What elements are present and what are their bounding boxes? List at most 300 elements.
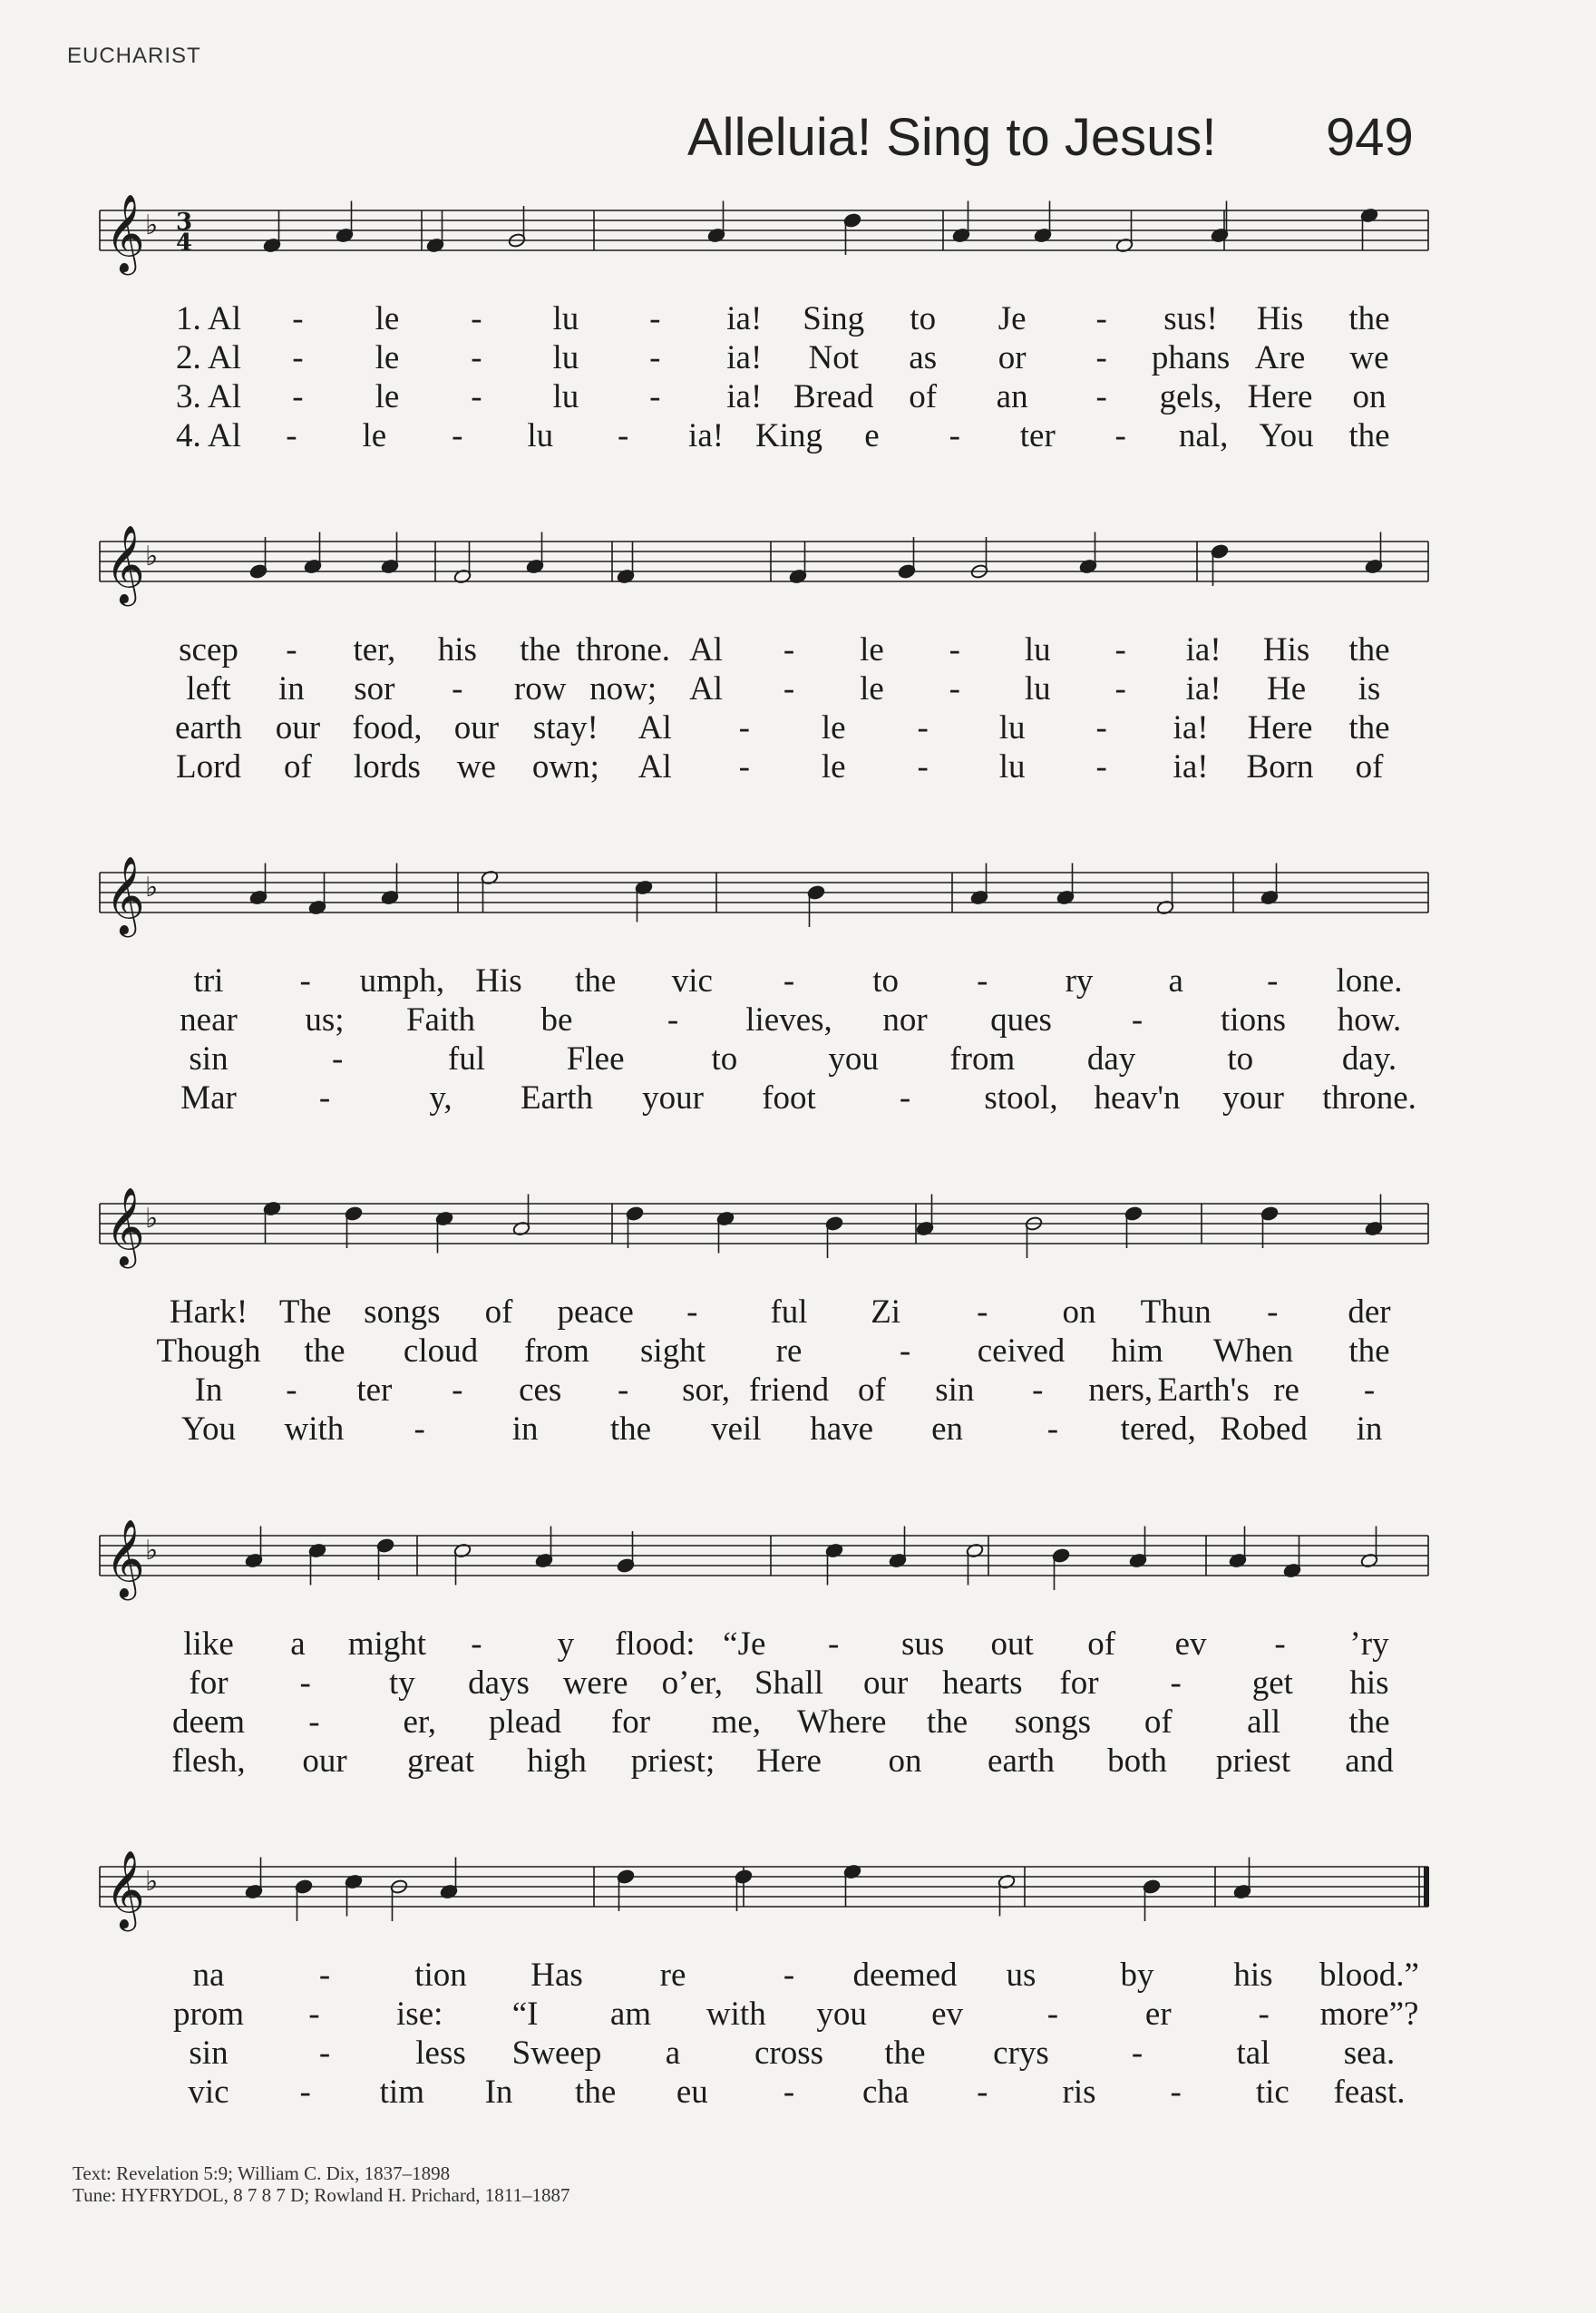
lyric-syllable: o’er,: [661, 1664, 723, 1702]
lyric-syllable: the: [575, 2074, 617, 2111]
lyric-syllable: friend: [748, 1371, 830, 1409]
lyric-syllable: deemed: [852, 1957, 958, 1994]
lyric-syllable: to: [910, 300, 937, 337]
lyric-syllable: sea.: [1343, 2035, 1396, 2072]
lyric-syllable: ’ry: [1349, 1625, 1389, 1663]
lyric-syllable: -: [977, 962, 988, 1000]
lyric-syllable: -: [1114, 417, 1126, 454]
lyric-syllable: lu: [998, 748, 1026, 786]
lyric-syllable: re: [659, 1957, 686, 1994]
lyric-syllable: you: [816, 1996, 867, 2033]
lyric-syllable: lieves,: [745, 1001, 832, 1039]
lyric-syllable: of: [284, 748, 312, 786]
lyric-syllable: umph,: [359, 962, 445, 1000]
lyric-syllable: the: [1348, 417, 1390, 454]
lyric-syllable: near: [180, 1001, 238, 1039]
lyric-line: [0, 2074, 1596, 2111]
flat-key-icon: ♭: [145, 541, 159, 572]
lyric-syllable: or: [998, 339, 1027, 376]
lyric-syllable: “Je: [723, 1625, 766, 1663]
lyric-syllable: -: [977, 2074, 988, 2111]
lyric-syllable: songs: [1014, 1703, 1092, 1741]
lyric-syllable: for: [610, 1703, 651, 1741]
lyric-syllable: le: [860, 670, 884, 708]
treble-clef-icon: 𝄞: [105, 525, 145, 603]
lyric-syllable: the: [1348, 300, 1390, 337]
lyric-syllable: deem: [171, 1703, 246, 1741]
lyric-syllable: lu: [1024, 631, 1051, 669]
lyric-syllable: Mar: [180, 1079, 237, 1117]
lyric-syllable: ful: [770, 1293, 808, 1331]
lyric-syllable: ia!: [1173, 709, 1209, 747]
lyric-syllable: of: [858, 1371, 886, 1409]
lyric-syllable: him: [1111, 1332, 1163, 1370]
lyric-syllable: on: [1352, 378, 1387, 415]
hymn-number: 949: [1326, 108, 1414, 167]
lyric-syllable: throne.: [1322, 1079, 1416, 1117]
flat-key-icon: ♭: [145, 1866, 159, 1898]
lyric-syllable: on: [888, 1742, 922, 1780]
lyric-syllable: ter: [1019, 417, 1056, 454]
lyric-syllable: Al: [637, 709, 672, 747]
lyric-syllable: for: [1059, 1664, 1099, 1702]
lyric-syllable: cross: [754, 2035, 824, 2072]
lyric-syllable: ceived: [977, 1332, 1066, 1370]
lyric-syllable: In: [194, 1371, 223, 1409]
lyric-syllable: ia!: [726, 339, 763, 376]
lyric-syllable: prom: [172, 1996, 245, 2033]
lyric-syllable: ners,: [1088, 1371, 1153, 1409]
lyric-syllable: to: [1227, 1040, 1254, 1078]
lyric-syllable: from: [949, 1040, 1016, 1078]
lyric-syllable: ry: [1065, 962, 1094, 1000]
lyric-syllable: -: [738, 748, 750, 786]
lyric-syllable: eu: [676, 2074, 708, 2111]
lyric-syllable: lu: [552, 339, 579, 376]
lyric-syllable: lu: [998, 709, 1026, 747]
lyric-syllable: -: [299, 962, 311, 1000]
lyric-syllable: high: [527, 1742, 587, 1780]
lyric-syllable: an: [996, 378, 1028, 415]
lyric-syllable: cloud: [403, 1332, 479, 1370]
lyric-syllable: le: [375, 300, 400, 337]
lyric-syllable: 4. Al: [176, 417, 241, 454]
lyric-syllable: Je: [998, 300, 1027, 337]
lyric-syllable: -: [1095, 709, 1107, 747]
lyric-syllable: Thun: [1140, 1293, 1212, 1331]
lyric-syllable: your: [642, 1079, 704, 1117]
lyric-syllable: Faith: [405, 1001, 476, 1039]
lyric-syllable: a: [1168, 962, 1183, 1000]
lyric-syllable: on: [1062, 1293, 1096, 1331]
lyric-syllable: a: [290, 1625, 306, 1663]
lyric-syllable: -: [949, 631, 961, 669]
lyric-syllable: ful: [447, 1040, 485, 1078]
lyric-syllable: all: [1247, 1703, 1281, 1741]
lyric-syllable: day: [1086, 1040, 1136, 1078]
lyric-syllable: -: [1170, 2074, 1182, 2111]
lyric-syllable: -: [1046, 1410, 1059, 1448]
lyric-syllable: -: [299, 1664, 311, 1702]
hymn-title: Alleluia! Sing to Jesus!: [687, 108, 1217, 167]
lyric-syllable: Al: [689, 670, 724, 708]
lyric-syllable: -: [1274, 1625, 1286, 1663]
lyric-syllable: re: [1273, 1371, 1299, 1409]
tune-credit: Tune: HYFRYDOL, 8 7 8 7 D; Rowland H. Prichard, 1811–1887: [73, 2184, 570, 2206]
lyric-syllable: your: [1222, 1079, 1284, 1117]
lyric-syllable: his: [437, 631, 477, 669]
lyric-syllable: lu: [552, 300, 579, 337]
lyric-syllable: our: [275, 709, 321, 747]
lyric-syllable: for: [189, 1664, 229, 1702]
lyric-syllable: in: [511, 1410, 539, 1448]
lyric-syllable: sor: [354, 670, 395, 708]
lyric-syllable: foot: [762, 1079, 816, 1117]
lyric-syllable: sin: [189, 1040, 229, 1078]
lyric-syllable: scep: [179, 631, 238, 669]
lyric-syllable: le: [821, 748, 846, 786]
lyric-syllable: -: [783, 631, 795, 669]
lyric-syllable: er,: [403, 1703, 436, 1741]
lyric-syllable: na: [192, 1957, 225, 1994]
lyric-syllable: is: [1358, 670, 1381, 708]
lyric-syllable: less: [415, 2035, 466, 2072]
lyric-syllable: -: [1095, 339, 1107, 376]
lyric-syllable: -: [286, 631, 297, 669]
lyric-syllable: lu: [527, 417, 554, 454]
lyric-syllable: tion: [414, 1957, 467, 1994]
treble-clef-icon: 𝄞: [105, 194, 145, 272]
lyric-syllable: -: [286, 417, 297, 454]
lyric-syllable: ty: [388, 1664, 415, 1702]
lyric-syllable: ia!: [1173, 748, 1209, 786]
lyric-syllable: sus!: [1163, 300, 1218, 337]
lyric-syllable: the: [304, 1332, 345, 1370]
lyric-syllable: Here: [756, 1742, 822, 1780]
lyric-syllable: -: [949, 417, 961, 454]
lyric-syllable: you: [828, 1040, 879, 1078]
lyric-syllable: tri: [193, 962, 224, 1000]
lyric-syllable: lords: [353, 748, 421, 786]
lyric-syllable: the: [1348, 709, 1390, 747]
lyric-syllable: y: [557, 1625, 575, 1663]
lyric-syllable: stay!: [532, 709, 598, 747]
lyric-syllable: of: [484, 1293, 513, 1331]
lyric-syllable: ia!: [726, 300, 763, 337]
lyric-syllable: stool,: [984, 1079, 1058, 1117]
lyric-syllable: -: [783, 670, 795, 708]
lyric-syllable: from: [524, 1332, 589, 1370]
lyric-syllable: Shall: [754, 1664, 824, 1702]
lyric-syllable: with: [284, 1410, 345, 1448]
lyric-syllable: 3. Al: [176, 378, 241, 415]
lyric-syllable: -: [783, 962, 795, 1000]
flat-key-icon: ♭: [145, 210, 159, 241]
lyric-syllable: a: [665, 2035, 681, 2072]
lyric-syllable: -: [1170, 1664, 1182, 1702]
lyric-syllable: -: [1095, 748, 1107, 786]
lyric-syllable: der: [1348, 1293, 1391, 1331]
lyric-syllable: -: [452, 417, 463, 454]
lyric-syllable: plead: [489, 1703, 562, 1741]
lyric-syllable: tic: [1255, 2074, 1289, 2111]
lyric-syllable: -: [649, 378, 661, 415]
lyric-syllable: the: [1348, 631, 1390, 669]
lyric-syllable: ris: [1062, 2074, 1096, 2111]
lyric-syllable: throne.: [576, 631, 671, 669]
treble-clef-icon: 𝄞: [105, 1850, 145, 1928]
lyric-syllable: lu: [1024, 670, 1051, 708]
lyric-syllable: His: [1256, 300, 1304, 337]
lyric-syllable: -: [899, 1079, 911, 1117]
lyric-syllable: sus: [901, 1625, 945, 1663]
lyric-syllable: le: [821, 709, 846, 747]
lyric-syllable: Al: [637, 748, 672, 786]
lyric-syllable: of: [1355, 748, 1384, 786]
lyric-syllable: tions: [1221, 1001, 1286, 1039]
lyric-syllable: crys: [993, 2035, 1049, 2072]
text-credit: Text: Revelation 5:9; William C. Dix, 1837–1898: [73, 2162, 451, 2184]
lyric-syllable: ter: [356, 1371, 393, 1409]
lyric-syllable: of: [909, 378, 938, 415]
lyric-syllable: get: [1251, 1664, 1293, 1702]
lyric-syllable: feast.: [1333, 2074, 1406, 2111]
lyric-syllable: in: [1356, 1410, 1383, 1448]
lyric-syllable: ise:: [396, 1996, 443, 2033]
credits: [73, 2162, 570, 2206]
lyric-syllable: Lord: [176, 748, 241, 786]
lyric-syllable: -: [318, 2035, 331, 2072]
lyric-syllable: -: [292, 300, 304, 337]
lyric-syllable: to: [711, 1040, 738, 1078]
lyric-syllable: Flee: [566, 1040, 625, 1078]
lyric-syllable: our: [302, 1742, 347, 1780]
lyric-syllable: ces: [519, 1371, 562, 1409]
lyric-syllable: in: [278, 670, 305, 708]
lyric-syllable: food,: [352, 709, 423, 747]
lyric-syllable: ev: [931, 1996, 963, 2033]
lyric-syllable: le: [375, 378, 400, 415]
lyric-syllable: tered,: [1120, 1410, 1196, 1448]
lyric-syllable: the: [520, 631, 561, 669]
lyric-line: [0, 2035, 1596, 2072]
lyric-syllable: we: [456, 748, 496, 786]
flat-key-icon: ♭: [145, 1535, 159, 1566]
lyric-syllable: -: [949, 670, 961, 708]
lyric-syllable: Zi: [871, 1293, 901, 1331]
lyric-syllable: -: [1363, 1371, 1376, 1409]
lyric-syllable: the: [926, 1703, 968, 1741]
lyric-syllable: the: [609, 1410, 652, 1448]
lyric-syllable: -: [828, 1625, 840, 1663]
lyric-syllable: now;: [589, 670, 657, 708]
lyric-syllable: -: [899, 1332, 911, 1370]
lyric-syllable: 1. Al: [176, 300, 241, 337]
lyric-syllable: songs: [364, 1293, 441, 1331]
lyric-syllable: -: [1267, 962, 1279, 1000]
lyric-syllable: -: [1267, 1293, 1279, 1331]
lyric-syllable: phans: [1151, 339, 1231, 376]
lyric-syllable: When: [1212, 1332, 1294, 1370]
lyric-syllable: our: [453, 709, 500, 747]
lyric-syllable: have: [810, 1410, 874, 1448]
lyric-syllable: -: [471, 339, 482, 376]
lyric-syllable: vic: [188, 2074, 229, 2111]
lyric-syllable: -: [292, 378, 304, 415]
lyric-syllable: -: [738, 709, 750, 747]
lyric-syllable: tim: [379, 2074, 424, 2111]
lyric-syllable: hearts: [942, 1664, 1023, 1702]
lyric-syllable: ques: [990, 1001, 1052, 1039]
treble-clef-icon: 𝄞: [105, 1519, 145, 1597]
lyric-syllable: and: [1345, 1742, 1394, 1780]
lyric-syllable: The: [278, 1293, 332, 1331]
lyric-syllable: left: [186, 670, 231, 708]
lyric-syllable: the: [884, 2035, 926, 2072]
lyric-syllable: y,: [429, 1079, 453, 1117]
lyric-syllable: day.: [1341, 1040, 1397, 1078]
lyric-syllable: le: [375, 339, 400, 376]
lyric-syllable: Though: [156, 1332, 261, 1370]
lyric-syllable: -: [1131, 1001, 1143, 1039]
lyric-syllable: earth: [988, 1742, 1055, 1780]
lyric-syllable: as: [909, 339, 938, 376]
lyric-syllable: the: [575, 962, 617, 1000]
lyric-syllable: with: [706, 1996, 766, 2033]
lyric-syllable: ev: [1174, 1625, 1207, 1663]
lyric-syllable: Not: [808, 339, 859, 376]
lyric-syllable: might: [347, 1625, 427, 1663]
lyric-syllable: days: [468, 1664, 530, 1702]
lyric-syllable: -: [1095, 378, 1107, 415]
lyric-syllable: re: [775, 1332, 803, 1370]
lyric-syllable: -: [1046, 1996, 1059, 2033]
lyric-syllable: were: [562, 1664, 628, 1702]
lyric-syllable: His: [475, 962, 522, 1000]
lyric-syllable: Here: [1247, 709, 1313, 747]
lyric-syllable: You: [180, 1410, 237, 1448]
lyric-syllable: vic: [671, 962, 713, 1000]
lyric-syllable: -: [977, 1293, 988, 1331]
lyric-syllable: like: [183, 1625, 234, 1663]
time-signature-top: 3: [176, 209, 193, 236]
lyric-syllable: sin: [935, 1371, 975, 1409]
treble-clef-icon: 𝄞: [105, 856, 145, 934]
lyric-syllable: flesh,: [171, 1742, 246, 1780]
lyric-syllable: -: [471, 378, 482, 415]
lyric-syllable: Here: [1247, 378, 1313, 415]
lyric-syllable: ia!: [1185, 670, 1221, 708]
lyric-syllable: In: [484, 2074, 513, 2111]
lyric-syllable: cha: [861, 2074, 910, 2111]
lyric-syllable: -: [783, 2074, 795, 2111]
lyric-syllable: be: [540, 1001, 573, 1039]
lyric-syllable: Hark!: [169, 1293, 248, 1331]
lyric-syllable: en: [931, 1410, 963, 1448]
lyric-syllable: of: [1143, 1703, 1173, 1741]
lyric-syllable: Earth: [520, 1079, 594, 1117]
lyric-syllable: Robed: [1220, 1410, 1308, 1448]
lyric-syllable: -: [471, 1625, 482, 1663]
lyric-syllable: -: [1114, 670, 1126, 708]
lyric-syllable: Sing: [803, 300, 865, 337]
lyric-syllable: -: [452, 1371, 463, 1409]
lyric-syllable: -: [286, 1371, 297, 1409]
lyric-syllable: -: [617, 417, 629, 454]
lyric-syllable: us;: [305, 1001, 345, 1039]
lyric-syllable: veil: [711, 1410, 762, 1448]
lyric-syllable: -: [318, 1957, 331, 1994]
flat-key-icon: ♭: [145, 872, 159, 903]
lyric-syllable: le: [860, 631, 884, 669]
lyric-syllable: -: [414, 1410, 425, 1448]
lyric-syllable: lone.: [1336, 962, 1403, 1000]
lyric-syllable: am: [609, 1996, 652, 2033]
lyric-line: [0, 1957, 1596, 1994]
lyric-syllable: flood:: [615, 1625, 696, 1663]
lyric-syllable: sight: [640, 1332, 706, 1370]
lyric-syllable: -: [1032, 1371, 1044, 1409]
lyric-syllable: sin: [189, 2035, 229, 2072]
lyric-syllable: sor,: [682, 1371, 731, 1409]
lyric-syllable: -: [617, 1371, 629, 1409]
lyric-syllable: our: [862, 1664, 909, 1702]
lyric-syllable: earth: [175, 709, 242, 747]
lyric-syllable: own;: [531, 748, 599, 786]
lyric-syllable: ia!: [1185, 631, 1221, 669]
lyric-syllable: Has: [530, 1957, 583, 1994]
lyric-syllable: by: [1120, 1957, 1154, 1994]
lyric-syllable: King: [755, 417, 822, 454]
lyric-syllable: how.: [1337, 1001, 1402, 1039]
lyric-syllable: great: [407, 1742, 474, 1780]
lyric-syllable: -: [917, 748, 929, 786]
lyric-syllable: -: [292, 339, 304, 376]
lyric-syllable: -: [1095, 300, 1107, 337]
lyric-syllable: Are: [1254, 339, 1306, 376]
lyric-syllable: -: [332, 1040, 344, 1078]
lyric-syllable: 2. Al: [176, 339, 241, 376]
lyric-syllable: ia!: [688, 417, 725, 454]
lyric-syllable: -: [667, 1001, 679, 1039]
lyric-syllable: gels,: [1159, 378, 1222, 415]
lyric-syllable: lu: [552, 378, 579, 415]
lyric-syllable: Earth's: [1157, 1371, 1250, 1409]
lyric-syllable: the: [1348, 1703, 1390, 1741]
lyric-syllable: -: [299, 2074, 311, 2111]
lyric-syllable: his: [1233, 1957, 1273, 1994]
lyric-syllable: He: [1266, 670, 1307, 708]
lyric-syllable: Born: [1246, 748, 1314, 786]
lyric-syllable: to: [872, 962, 900, 1000]
lyric-syllable: ia!: [726, 378, 763, 415]
lyric-syllable: peace: [557, 1293, 634, 1331]
lyric-syllable: -: [783, 1957, 795, 1994]
lyric-syllable: priest;: [630, 1742, 715, 1780]
lyric-syllable: his: [1349, 1664, 1389, 1702]
lyric-syllable: -: [471, 300, 482, 337]
lyric-syllable: row: [513, 670, 567, 708]
lyric-syllable: the: [1348, 1332, 1390, 1370]
section-label: EUCHARIST: [67, 44, 201, 68]
lyric-syllable: e: [864, 417, 880, 454]
lyric-syllable: -: [308, 1703, 320, 1741]
lyric-syllable: we: [1349, 339, 1389, 376]
lyric-syllable: You: [1259, 417, 1314, 454]
time-signature-bottom: 4: [176, 229, 193, 257]
lyric-syllable: -: [649, 339, 661, 376]
lyric-syllable: ter,: [353, 631, 396, 669]
